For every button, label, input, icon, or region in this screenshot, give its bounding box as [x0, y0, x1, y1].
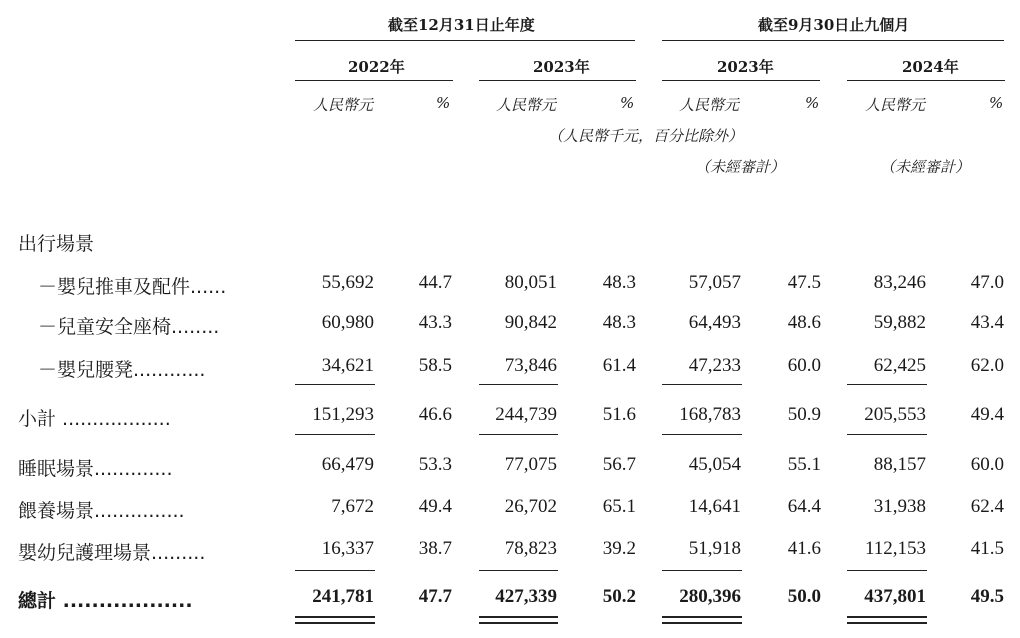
unaudited-note-2024: （未經審計）: [880, 158, 971, 176]
cell: 280,396: [679, 586, 741, 607]
cell: 49.4: [970, 404, 1004, 425]
total-rule: [479, 570, 558, 571]
total-double-rule: [662, 622, 742, 624]
period-header-nine-months: 截至9月30日止九個月: [758, 16, 910, 34]
year-header-2024: 2024年: [902, 58, 959, 76]
cell: 205,553: [864, 404, 926, 425]
subtotal-rule: [847, 384, 927, 385]
cell: 16,337: [321, 538, 374, 559]
cell: 50.0: [787, 586, 821, 607]
cell: 58.5: [418, 355, 452, 376]
cell: 39.2: [602, 538, 636, 559]
pct-label-col1: %: [436, 94, 451, 112]
cell: 78,823: [504, 538, 557, 559]
cell: 64.4: [787, 496, 821, 517]
cell: 244,739: [495, 404, 557, 425]
period-underline-year: [295, 40, 635, 41]
cell: 62,425: [873, 355, 926, 376]
cell: 57,057: [688, 272, 741, 293]
cell: 50.9: [787, 404, 821, 425]
cell: 48.6: [787, 312, 821, 333]
pct-label-col3: %: [805, 94, 820, 112]
unit-label-col3: 人民幣元: [679, 96, 740, 114]
total-rule: [295, 570, 375, 571]
year-underline-2023b: [662, 80, 820, 81]
section-title: 出行場景: [18, 233, 95, 255]
cell: 48.3: [602, 272, 636, 293]
cell: 66,479: [321, 454, 374, 475]
cell: 61.4: [602, 355, 636, 376]
total-rule: [847, 570, 927, 571]
cell: 80,051: [504, 272, 557, 293]
cell: 60.0: [970, 454, 1004, 475]
cell: 168,783: [679, 404, 741, 425]
cell: 51.6: [602, 404, 636, 425]
subtotal-bottom-rule: [295, 434, 375, 435]
cell: 77,075: [504, 454, 557, 475]
cell: 45,054: [688, 454, 741, 475]
subtotal-bottom-rule: [662, 434, 742, 435]
row-label-subtotal: 小計 ..................: [18, 408, 171, 430]
cell: 51,918: [688, 538, 741, 559]
cell: 55.1: [787, 454, 821, 475]
cell: 44.7: [418, 272, 452, 293]
cell: 43.4: [970, 312, 1004, 333]
period-underline-nine-months: [662, 40, 1004, 41]
cell: 34,621: [321, 355, 374, 376]
cell: 437,801: [864, 586, 926, 607]
cell: 47.5: [787, 272, 821, 293]
cell: 241,781: [312, 586, 374, 607]
unit-label-col2: 人民幣元: [496, 96, 557, 114]
year-header-2023a: 2023年: [533, 58, 590, 76]
row-label-total: 總計 ..................: [18, 590, 193, 612]
unit-label-col1: 人民幣元: [313, 96, 374, 114]
year-underline-2023a: [479, 80, 636, 81]
cell: 47,233: [688, 355, 741, 376]
unaudited-note-2023: （未經審計）: [695, 158, 786, 176]
cell: 50.2: [602, 586, 636, 607]
cell: 427,339: [495, 586, 557, 607]
cell: 73,846: [504, 355, 557, 376]
year-header-2022: 2022年: [348, 58, 405, 76]
cell: 151,293: [312, 404, 374, 425]
cell: 90,842: [504, 312, 557, 333]
period-header-year: 截至12月31日止年度: [388, 16, 535, 34]
cell: 47.7: [418, 586, 452, 607]
total-double-rule: [847, 622, 927, 624]
cell: 14,641: [688, 496, 741, 517]
row-label-strollers: －嬰兒推車及配件......: [38, 276, 227, 298]
cell: 41.6: [787, 538, 821, 559]
cell: 49.4: [418, 496, 452, 517]
cell: 88,157: [873, 454, 926, 475]
cell: 55,692: [321, 272, 374, 293]
year-underline-2022: [295, 80, 453, 81]
cell: 62.0: [970, 355, 1004, 376]
subtotal-rule: [479, 384, 558, 385]
cell: 112,153: [864, 538, 926, 559]
subtotal-rule: [295, 384, 375, 385]
cell: 41.5: [970, 538, 1004, 559]
total-double-rule: [295, 622, 375, 624]
pct-label-col2: %: [620, 94, 635, 112]
total-double-rule: [847, 616, 927, 618]
cell: 47.0: [970, 272, 1004, 293]
unit-label-col4: 人民幣元: [865, 96, 926, 114]
cell: 43.3: [418, 312, 452, 333]
total-double-rule: [295, 616, 375, 618]
row-label-care: 嬰幼兒護理場景.........: [18, 542, 206, 564]
row-label-car-seats: －兒童安全座椅........: [38, 316, 220, 338]
subtotal-bottom-rule: [479, 434, 558, 435]
year-underline-2024: [847, 80, 1005, 81]
cell: 31,938: [873, 496, 926, 517]
unit-note: （人民幣千元，百分比除外）: [548, 127, 744, 145]
cell: 62.4: [970, 496, 1004, 517]
total-double-rule: [479, 622, 558, 624]
total-double-rule: [662, 616, 742, 618]
cell: 53.3: [418, 454, 452, 475]
cell: 60.0: [787, 355, 821, 376]
row-label-hip-seats: －嬰兒腰凳............: [38, 359, 206, 381]
cell: 59,882: [873, 312, 926, 333]
pct-label-col4: %: [989, 94, 1004, 112]
row-label-feeding: 餵養場景...............: [18, 500, 185, 522]
subtotal-rule: [662, 384, 742, 385]
cell: 65.1: [602, 496, 636, 517]
cell: 60,980: [321, 312, 374, 333]
total-double-rule: [479, 616, 558, 618]
cell: 56.7: [602, 454, 636, 475]
cell: 49.5: [970, 586, 1004, 607]
cell: 38.7: [418, 538, 452, 559]
cell: 64,493: [688, 312, 741, 333]
cell: 7,672: [331, 496, 374, 517]
year-header-2023b: 2023年: [717, 58, 774, 76]
row-label-sleep: 睡眠場景.............: [18, 458, 173, 480]
total-rule: [662, 570, 742, 571]
cell: 26,702: [504, 496, 557, 517]
subtotal-bottom-rule: [847, 434, 927, 435]
cell: 48.3: [602, 312, 636, 333]
cell: 46.6: [418, 404, 452, 425]
cell: 83,246: [873, 272, 926, 293]
